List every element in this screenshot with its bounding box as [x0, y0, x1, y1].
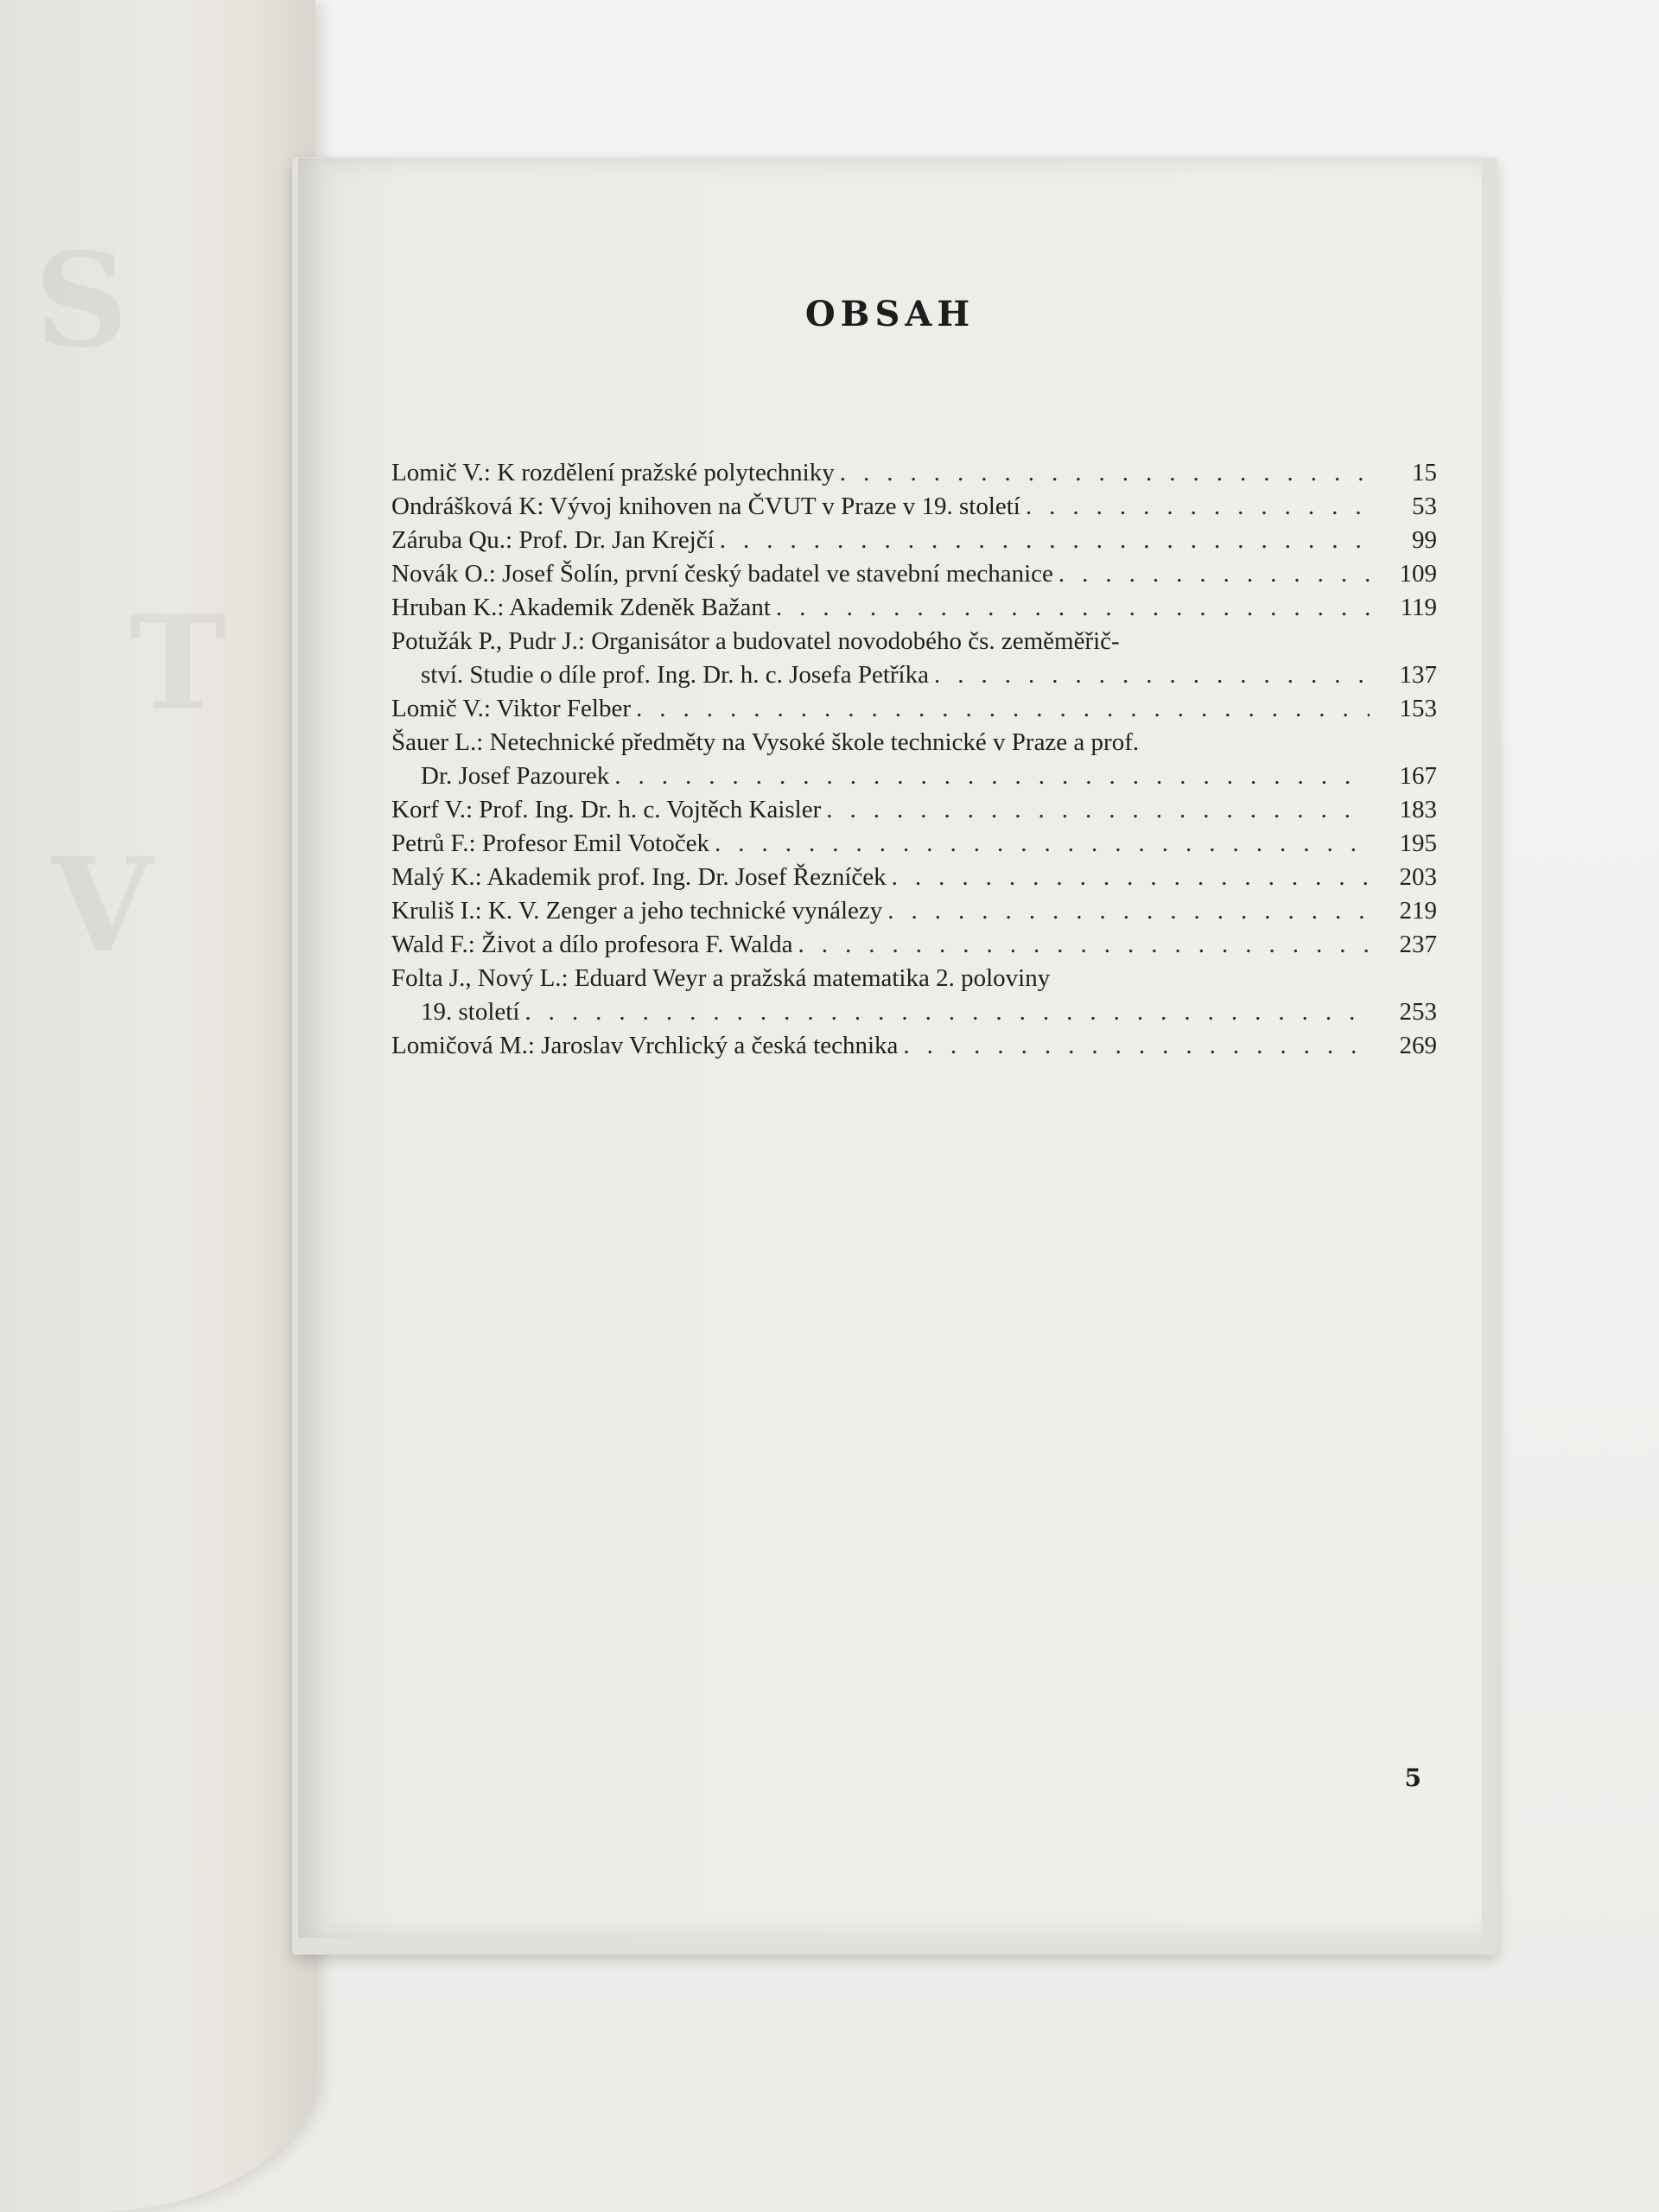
toc-entry-text: Kruliš I.: K. V. Zenger a jeho technické vynálezy [391, 897, 883, 925]
toc-entry-text: Malý K.: Akademik prof. Ing. Dr. Josef Řezníček [391, 863, 887, 891]
dot-leader [1026, 490, 1370, 524]
toc-entry-text-continued: ství. Studie o díle prof. Ing. Dr. h. c. Josefa Petříka [421, 661, 929, 689]
show-through-letter: S [35, 225, 134, 377]
toc-entry-text: Potužák P., Pudr J.: Organisátor a budovatel novodobého čs. zeměměřič- [391, 627, 1120, 655]
dot-leader [636, 692, 1370, 726]
toc-entry-text: Lomičová M.: Jaroslav Vrchlický a česká technika [391, 1032, 899, 1059]
show-through-letter: T [130, 588, 232, 740]
table-of-contents [391, 456, 1437, 1063]
dot-leader [892, 861, 1370, 894]
toc-entry-text: Lomič V.: K rozdělení pražské polytechniky [391, 459, 835, 486]
dot-leader [826, 793, 1370, 827]
toc-entry-page: 203 [1399, 863, 1437, 891]
toc-entry [391, 490, 1437, 524]
toc-entry-text-continued: Dr. Josef Pazourek [421, 762, 610, 790]
toc-entry-text: Novák O.: Josef Šolín, první český badatel ve stavební mechanice [391, 560, 1053, 588]
toc-entry-text: Petrů F.: Profesor Emil Votoček [391, 830, 709, 857]
toc-entry-page: 137 [1399, 661, 1437, 689]
toc-entry-page: 153 [1399, 695, 1437, 722]
dot-leader [776, 591, 1370, 625]
toc-entry-page: 99 [1412, 526, 1437, 554]
toc-entry [391, 1029, 1437, 1063]
toc-entry-text: Lomič V.: Viktor Felber [391, 695, 631, 722]
dot-leader [720, 524, 1370, 557]
toc-entry [391, 793, 1437, 827]
dot-leader [840, 456, 1370, 490]
dot-leader [1058, 557, 1370, 591]
toc-page [298, 158, 1482, 1938]
toc-entry [391, 625, 1437, 692]
toc-entry [391, 524, 1437, 557]
show-through-letter: V [52, 830, 158, 982]
toc-entry [391, 591, 1437, 625]
toc-entry [391, 861, 1437, 894]
toc-entry-text: Záruba Qu.: Prof. Dr. Jan Krejčí [391, 526, 715, 554]
toc-entry [391, 894, 1437, 928]
toc-entry-page: 109 [1399, 560, 1437, 588]
toc-entry-text: Wald F.: Život a dílo profesora F. Walda [391, 931, 793, 958]
toc-entry-text: Folta J., Nový L.: Eduard Weyr a pražská matematika 2. poloviny [391, 964, 1051, 992]
toc-entry-text: Hruban K.: Akademik Zdeněk Bažant [391, 594, 771, 621]
toc-entry [391, 928, 1437, 962]
toc-entry-text: Korf V.: Prof. Ing. Dr. h. c. Vojtěch Kaisler [391, 796, 822, 823]
toc-entry-text: Ondrášková K: Vývoj knihoven na ČVUT v Praze v 19. století [391, 493, 1020, 520]
toc-entry-page: 253 [1399, 998, 1437, 1026]
dot-leader [798, 928, 1370, 962]
toc-entry-page: 53 [1412, 493, 1437, 520]
toc-entry-page: 119 [1400, 594, 1437, 621]
page-title: OBSAH [804, 294, 976, 334]
dot-leader [887, 894, 1370, 928]
toc-entry [391, 557, 1437, 591]
toc-entry-page: 195 [1399, 830, 1437, 857]
dot-leader [715, 827, 1370, 861]
dot-leader [934, 658, 1370, 692]
toc-entry-page: 237 [1399, 931, 1437, 958]
toc-entry-text-continued: 19. století [421, 998, 520, 1026]
dot-leader [903, 1029, 1370, 1063]
toc-entry [391, 456, 1437, 490]
dot-leader [614, 760, 1370, 793]
toc-entry-text: Šauer L.: Netechnické předměty na Vysoké škole technické v Praze a prof. [391, 728, 1140, 756]
toc-entry [391, 962, 1437, 1029]
toc-entry [391, 827, 1437, 861]
toc-entry [391, 692, 1437, 726]
dot-leader [524, 995, 1370, 1029]
toc-entry-page: 269 [1399, 1032, 1437, 1059]
toc-entry-page: 183 [1399, 796, 1437, 823]
toc-entry-page: 15 [1412, 459, 1437, 486]
toc-entry-page: 219 [1399, 897, 1437, 925]
toc-entry-page: 167 [1399, 762, 1437, 790]
toc-entry [391, 726, 1437, 793]
left-page [0, 0, 315, 2212]
page-number: 5 [1404, 1764, 1421, 1792]
